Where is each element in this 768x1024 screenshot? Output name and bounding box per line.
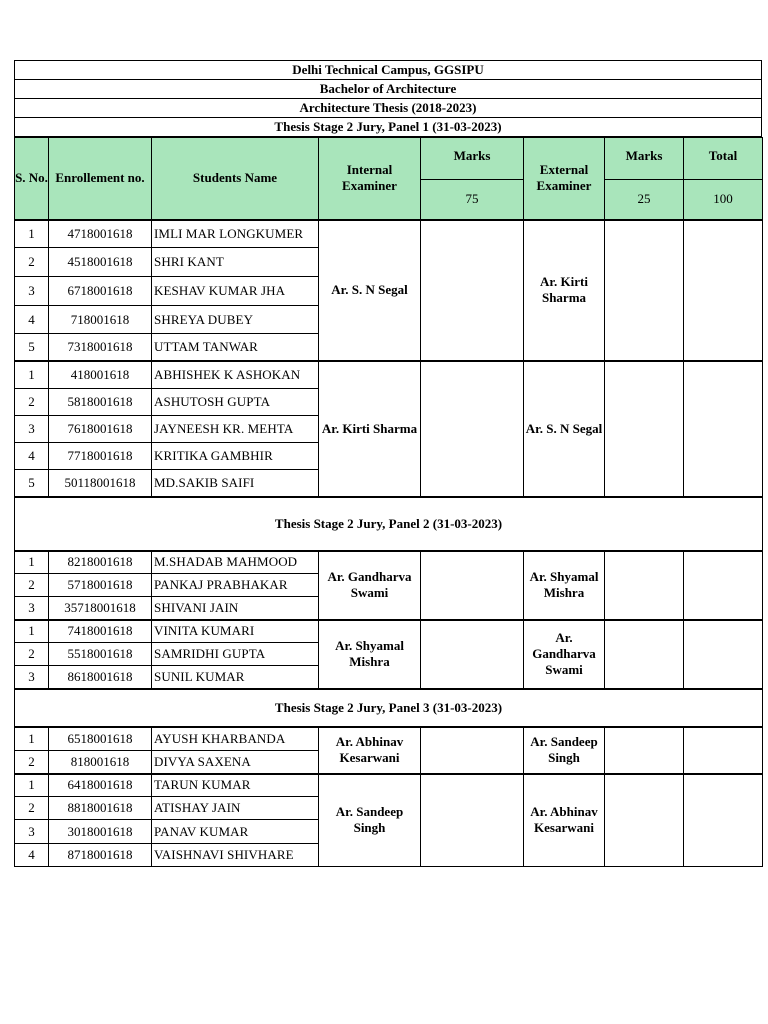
external-examiner-cell: Ar. Shyamal Mishra <box>524 551 605 620</box>
internal-examiner-cell: Ar. Gandharva Swami <box>319 551 421 620</box>
enrollment-number-cell: 7318001618 <box>49 334 152 361</box>
col-internal-examiner-header: Internal Examiner <box>319 138 421 220</box>
col-enrollment-header: Enrollement no. <box>49 138 152 220</box>
enrollment-number-cell: 5718001618 <box>49 574 152 597</box>
student-name-cell: KRITIKA GAMBHIR <box>152 443 319 470</box>
external-marks-cell[interactable] <box>605 361 684 497</box>
marks-table <box>14 137 763 867</box>
enrollment-number-cell: 8618001618 <box>49 666 152 689</box>
programme-name: Bachelor of Architecture <box>14 79 762 98</box>
table-row <box>15 361 763 389</box>
internal-marks-cell[interactable] <box>421 620 524 689</box>
enrollment-number-cell: 4518001618 <box>49 248 152 277</box>
enrollment-number-cell: 418001618 <box>49 361 152 389</box>
total-marks-cell[interactable] <box>684 620 763 689</box>
external-marks-cell[interactable] <box>605 220 684 361</box>
student-name-cell: ATISHAY JAIN <box>152 797 319 820</box>
panel-title: Thesis Stage 2 Jury, Panel 3 (31-03-2023) <box>15 689 763 727</box>
internal-marks-cell[interactable] <box>421 220 524 361</box>
external-marks-cell[interactable] <box>605 727 684 774</box>
serial-number-cell: 2 <box>15 797 49 820</box>
marks-table-body <box>15 220 763 867</box>
col-total-header: Total <box>684 138 763 180</box>
student-name-cell: IMLI MAR LONGKUMER <box>152 220 319 248</box>
external-examiner-cell: Ar. Sandeep Singh <box>524 727 605 774</box>
enrollment-number-cell: 3018001618 <box>49 820 152 844</box>
internal-examiner-cell: Ar. Shyamal Mishra <box>319 620 421 689</box>
enrollment-number-cell: 5818001618 <box>49 389 152 416</box>
external-marks-cell[interactable] <box>605 551 684 620</box>
table-row <box>15 774 763 797</box>
internal-examiner-cell: Ar. S. N Segal <box>319 220 421 361</box>
student-name-cell: KESHAV KUMAR JHA <box>152 277 319 306</box>
enrollment-number-cell: 7418001618 <box>49 620 152 643</box>
student-name-cell: AYUSH KHARBANDA <box>152 727 319 751</box>
panel-1-title: Thesis Stage 2 Jury, Panel 1 (31-03-2023) <box>14 117 762 137</box>
enrollment-number-cell: 35718001618 <box>49 597 152 620</box>
student-name-cell: PANAV KUMAR <box>152 820 319 844</box>
total-marks-cell[interactable] <box>684 727 763 774</box>
enrollment-number-cell: 6718001618 <box>49 277 152 306</box>
student-name-cell: PANKAJ PRABHAKAR <box>152 574 319 597</box>
institute-name: Delhi Technical Campus, GGSIPU <box>14 60 762 79</box>
enrollment-number-cell: 8718001618 <box>49 844 152 867</box>
panel-title-row <box>15 689 763 727</box>
total-marks-cell[interactable] <box>684 220 763 361</box>
enrollment-number-cell: 8218001618 <box>49 551 152 574</box>
enrollment-number-cell: 8818001618 <box>49 797 152 820</box>
serial-number-cell: 1 <box>15 620 49 643</box>
serial-number-cell: 2 <box>15 389 49 416</box>
external-marks-cell[interactable] <box>605 620 684 689</box>
serial-number-cell: 1 <box>15 774 49 797</box>
internal-examiner-cell: Ar. Sandeep Singh <box>319 774 421 867</box>
total-max-marks: 100 <box>684 180 763 220</box>
student-name-cell: SHIVANI JAIN <box>152 597 319 620</box>
internal-examiner-cell: Ar. Abhinav Kesarwani <box>319 727 421 774</box>
student-name-cell: VINITA KUMARI <box>152 620 319 643</box>
serial-number-cell: 2 <box>15 751 49 774</box>
student-name-cell: DIVYA SAXENA <box>152 751 319 774</box>
serial-number-cell: 2 <box>15 643 49 666</box>
serial-number-cell: 2 <box>15 574 49 597</box>
external-max-marks: 25 <box>605 180 684 220</box>
enrollment-number-cell: 818001618 <box>49 751 152 774</box>
external-examiner-cell: Ar. Kirti Sharma <box>524 220 605 361</box>
serial-number-cell: 1 <box>15 551 49 574</box>
col-external-marks-header: Marks <box>605 138 684 180</box>
serial-number-cell: 3 <box>15 416 49 443</box>
enrollment-number-cell: 7718001618 <box>49 443 152 470</box>
enrollment-number-cell: 5518001618 <box>49 643 152 666</box>
total-marks-cell[interactable] <box>684 551 763 620</box>
enrollment-number-cell: 718001618 <box>49 306 152 334</box>
serial-number-cell: 4 <box>15 844 49 867</box>
total-marks-cell[interactable] <box>684 361 763 497</box>
serial-number-cell: 3 <box>15 820 49 844</box>
student-name-cell: SHREYA DUBEY <box>152 306 319 334</box>
panel-title-row <box>15 497 763 551</box>
total-marks-cell[interactable] <box>684 774 763 867</box>
internal-max-marks: 75 <box>421 180 524 220</box>
student-name-cell: SAMRIDHI GUPTA <box>152 643 319 666</box>
col-internal-marks-header: Marks <box>421 138 524 180</box>
external-examiner-cell: Ar. S. N Segal <box>524 361 605 497</box>
serial-number-cell: 3 <box>15 597 49 620</box>
serial-number-cell: 1 <box>15 361 49 389</box>
internal-examiner-cell: Ar. Kirti Sharma <box>319 361 421 497</box>
col-sno-header: S. No. <box>15 138 49 220</box>
serial-number-cell: 4 <box>15 443 49 470</box>
serial-number-cell: 3 <box>15 277 49 306</box>
col-external-examiner-header: External Examiner <box>524 138 605 220</box>
table-row <box>15 551 763 574</box>
serial-number-cell: 1 <box>15 727 49 751</box>
col-student-name-header: Students Name <box>152 138 319 220</box>
serial-number-cell: 2 <box>15 248 49 277</box>
internal-marks-cell[interactable] <box>421 727 524 774</box>
panel-title: Thesis Stage 2 Jury, Panel 2 (31-03-2023) <box>15 497 763 551</box>
internal-marks-cell[interactable] <box>421 774 524 867</box>
marks-sheet <box>14 60 762 867</box>
student-name-cell: JAYNEESH KR. MEHTA <box>152 416 319 443</box>
enrollment-number-cell: 6418001618 <box>49 774 152 797</box>
external-examiner-cell: Ar. Gandharva Swami <box>524 620 605 689</box>
serial-number-cell: 4 <box>15 306 49 334</box>
student-name-cell: M.SHADAB MAHMOOD <box>152 551 319 574</box>
table-row <box>15 620 763 643</box>
student-name-cell: ABHISHEK K ASHOKAN <box>152 361 319 389</box>
serial-number-cell: 5 <box>15 470 49 497</box>
table-row <box>15 220 763 248</box>
external-examiner-cell: Ar. Abhinav Kesarwani <box>524 774 605 867</box>
enrollment-number-cell: 7618001618 <box>49 416 152 443</box>
enrollment-number-cell: 6518001618 <box>49 727 152 751</box>
student-name-cell: MD.SAKIB SAIFI <box>152 470 319 497</box>
table-row <box>15 727 763 751</box>
enrollment-number-cell: 50118001618 <box>49 470 152 497</box>
student-name-cell: VAISHNAVI SHIVHARE <box>152 844 319 867</box>
internal-marks-cell[interactable] <box>421 551 524 620</box>
internal-marks-cell[interactable] <box>421 361 524 497</box>
student-name-cell: SHRI KANT <box>152 248 319 277</box>
student-name-cell: TARUN KUMAR <box>152 774 319 797</box>
serial-number-cell: 3 <box>15 666 49 689</box>
serial-number-cell: 1 <box>15 220 49 248</box>
student-name-cell: SUNIL KUMAR <box>152 666 319 689</box>
student-name-cell: UTTAM TANWAR <box>152 334 319 361</box>
external-marks-cell[interactable] <box>605 774 684 867</box>
serial-number-cell: 5 <box>15 334 49 361</box>
thesis-title: Architecture Thesis (2018-2023) <box>14 98 762 117</box>
enrollment-number-cell: 4718001618 <box>49 220 152 248</box>
student-name-cell: ASHUTOSH GUPTA <box>152 389 319 416</box>
